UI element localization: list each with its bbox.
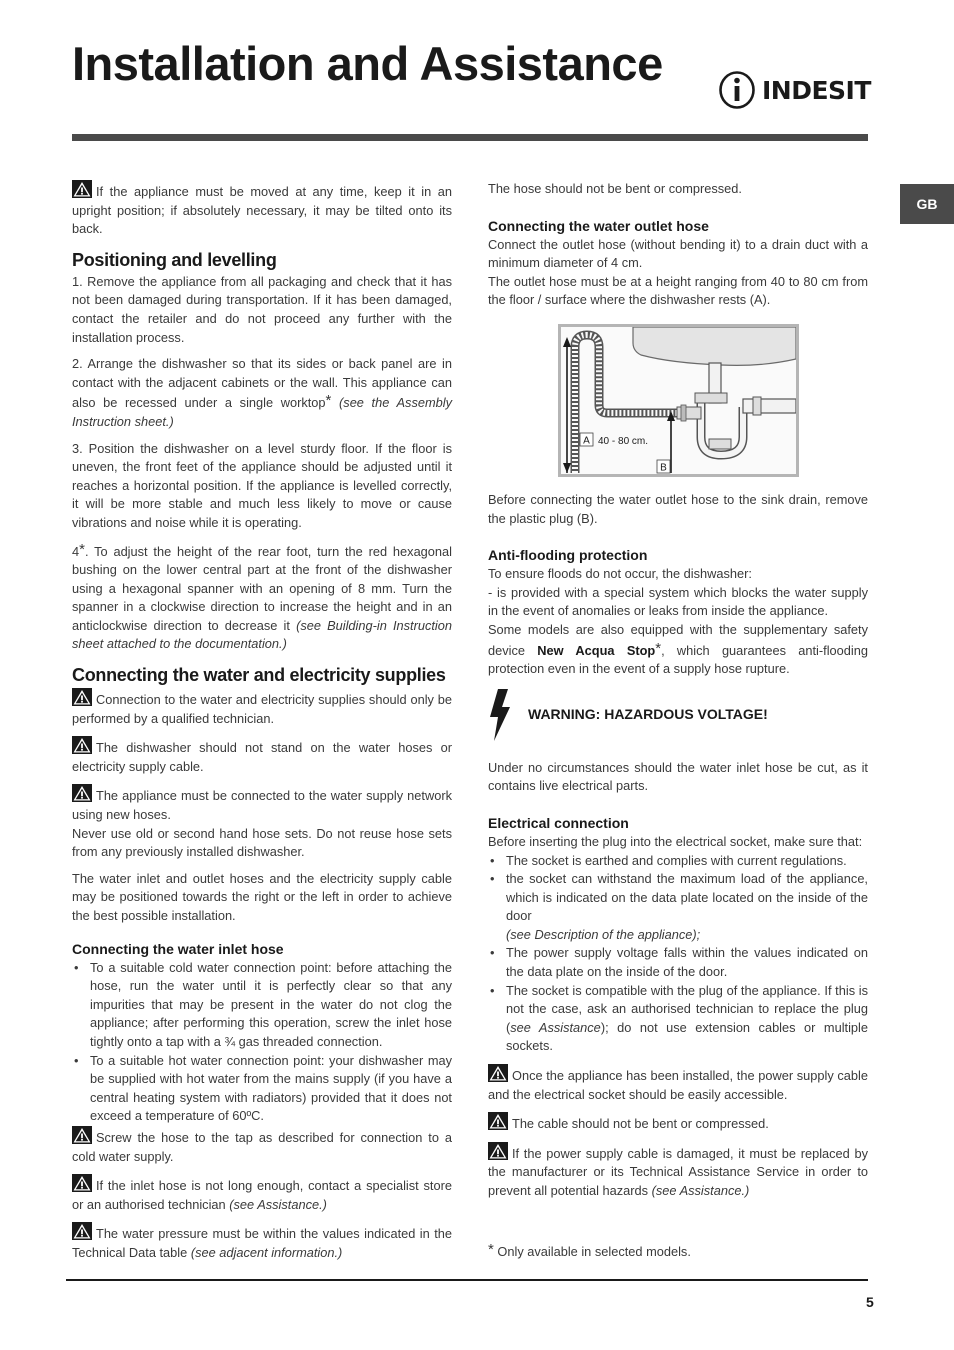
supplies-warning-2: The dishwasher should not stand on the water hoses or electricity supply cable. [72,736,452,776]
positioning-step-4: 4*. To adjust the height of the rear foot, turn the red hexagonal bushing on the lower central part at the front of the dishwasher using a hexagonal spanner with an opening of 8 mm. Turn the spanner in a clockwise direction to increase the height and in an anticlockwise direction to decrease it (see Building-in Instruction sheet attached to the documentation.) [72,540,452,652]
electrical-warning-2: The cable should not be bent or compressed. [488,1112,868,1134]
warning-icon [488,1064,508,1082]
hose-positioning-text: The water inlet and outlet hoses and the electricity supply cable may be positioned towards the right or the left in order to achieve the best possible installation. [72,870,452,923]
voltage-warning: WARNING: HAZARDOUS VOLTAGE! [488,689,868,741]
warning-icon [488,1142,508,1160]
inlet-warning-1: Screw the hose to the tap as described for connection to a cold water supply. [72,1126,452,1166]
positioning-step-3: 3. Position the dishwasher on a level sturdy floor. If the floor is uneven, the front feet of the appliance should be adjusted until it reaches a horizontal position. If the appliance is levelled correctly, it will be more stable and much less likely to move or cause vibrations and noise while it is operating. [72,440,452,530]
asterisk: * [79,540,85,558]
asterisk: * [488,1240,494,1258]
diagram-label-b: B [660,462,667,474]
electrical-list [488,852,868,1057]
inlet-list [72,959,452,1126]
warning-icon [72,784,92,802]
positioning-step-2: 2. Arrange the dishwasher so that its sides or back panel are in contact with the adjacent cabinets or the wall. This appliance can also be recessed under a single worktop* (see the Assembly Instruction sheet.) [72,356,452,429]
drain-illustration [561,327,796,474]
warning-icon [72,688,92,706]
electrical-intro: Before inserting the plug into the electrical socket, make sure that: [488,833,863,849]
indesit-i-icon [718,70,756,110]
diagram-label-a: A [583,435,590,447]
list-item: • The power supply voltage falls within the values indicated on the data plate on the inside of the door. [488,944,868,981]
list-item: • To a suitable cold water connection point: before attaching the hose, run the water until it is perfectly clear so that any impurities that may be present in the water do not clog the appliance; after performing this operation, screw the inlet hose tightly onto a tap with a ¾ gas threaded connection. [72,959,452,1052]
electrical-heading: Electrical connection [488,814,629,831]
list-item: • The socket is compatible with the plug of the appliance. If this is not the case, ask an authorised technician to replace the plug (see Assistance); do not use extension cables or multiple sockets. [488,982,868,1056]
language-tab: GB [900,184,954,224]
supplies-warning-1: Connection to the water and electricity supplies should only be performed by a qualified technician. [72,688,452,728]
warning-icon [72,1174,92,1192]
list-item: • The socket is earthed and complies with current regulations. [488,852,868,871]
inlet-warning-3: The water pressure must be within the values indicated in the Technical Data table (see adjacent information.) [72,1222,452,1262]
electrical-warning-1: Once the appliance has been installed, the power supply cable and the electrical socket should be easily accessible. [488,1064,868,1104]
hose-note: The hose should not be bent or compressed. [488,181,742,196]
page-number: 5 [866,1294,874,1310]
warning-icon [72,736,92,754]
footer-rule [66,1279,868,1281]
flooding-heading: Anti-flooding protection [488,547,648,564]
positioning-heading: Positioning and levelling [72,249,277,270]
supplies-heading: Connecting the water and electricity supplies [72,665,446,686]
footnote: * Only available in selected models. [488,1240,691,1259]
list-item: • the socket can withstand the maximum load of the appliance, which is indicated on the data plate located on the inside of the door (see Description of the appliance); [488,870,868,944]
warning-icon [72,180,92,198]
flooding-text-3: Some models are also equipped with the supplementary safety device New Acqua Stop*, which guarantees anti-flooding protection even in the event of a supply hose rupture. [488,621,868,677]
supplies-warning-3-cont: Never use old or second hand hose sets. Do not reuse hose sets from any previously installed dishwasher. [72,825,452,860]
electrical-warning-3: If the power supply cable is damaged, it must be replaced by the manufacturer or its Technical Assistance Service in order to prevent all potential hazards (see Assistance.) [488,1142,868,1201]
flooding-text-2: - is provided with a special system which blocks the water supply in the event of anomalies or leaks from inside the appliance. [488,584,868,619]
warning-icon [72,1222,92,1240]
asterisk: * [325,392,332,410]
right-column [488,180,868,1269]
header-rule [72,134,868,141]
inlet-heading: Connecting the water inlet hose [72,940,284,957]
warning-icon [488,1112,508,1130]
voltage-text: Under no circumstances should the water inlet hose be cut, as it contains live electrical parts. [488,759,868,794]
page-title: Installation and Assistance [72,37,663,90]
acqua-stop-name: New Acqua Stop [537,642,656,658]
inlet-warning-2: If the inlet hose is not long enough, contact a specialist store or an authorised technician (see Assistance.) [72,1174,452,1214]
outlet-hose-diagram [558,324,799,477]
outlet-text-2: The outlet hose must be at a height ranging from 40 to 80 cm from the floor / surface where the dishwasher rests (A). [488,273,868,308]
lightning-bolt-icon [488,689,514,741]
left-column [72,180,452,1271]
outlet-heading: Connecting the water outlet hose [488,217,709,234]
list-item: • To a suitable hot water connection point: your dishwasher may be supplied with hot water from the mains supply (if you have a central heating system with radiators) provided that it does not exceed a temperature of 60ºC. [72,1052,452,1126]
warning-icon [72,1126,92,1144]
supplies-warning-3: The appliance must be connected to the water supply network using new hoses. [72,784,452,824]
intro-warning: If the appliance must be moved at any time, keep it in an upright position; if absolutely necessary, it may be tilted onto its back. [72,180,452,239]
brand-logo [718,70,871,110]
asterisk: * [655,639,662,657]
outlet-text-3: Before connecting the water outlet hose to the sink drain, remove the plastic plug (B). [488,491,868,526]
diagram-height-range: 40 - 80 cm. [598,435,649,447]
outlet-text-1: Connect the outlet hose (without bending it) to a drain duct with a minimum diameter of 4 cm. [488,236,868,271]
brand-name: INDESIT [762,75,871,105]
flooding-text-1: To ensure floods do not occur, the dishwasher: [488,566,752,582]
positioning-step-1: 1. Remove the appliance from all packaging and check that it has not been damaged during transportation. If it has been damaged, contact the retailer and do not proceed any further with the installation process. [72,273,452,345]
